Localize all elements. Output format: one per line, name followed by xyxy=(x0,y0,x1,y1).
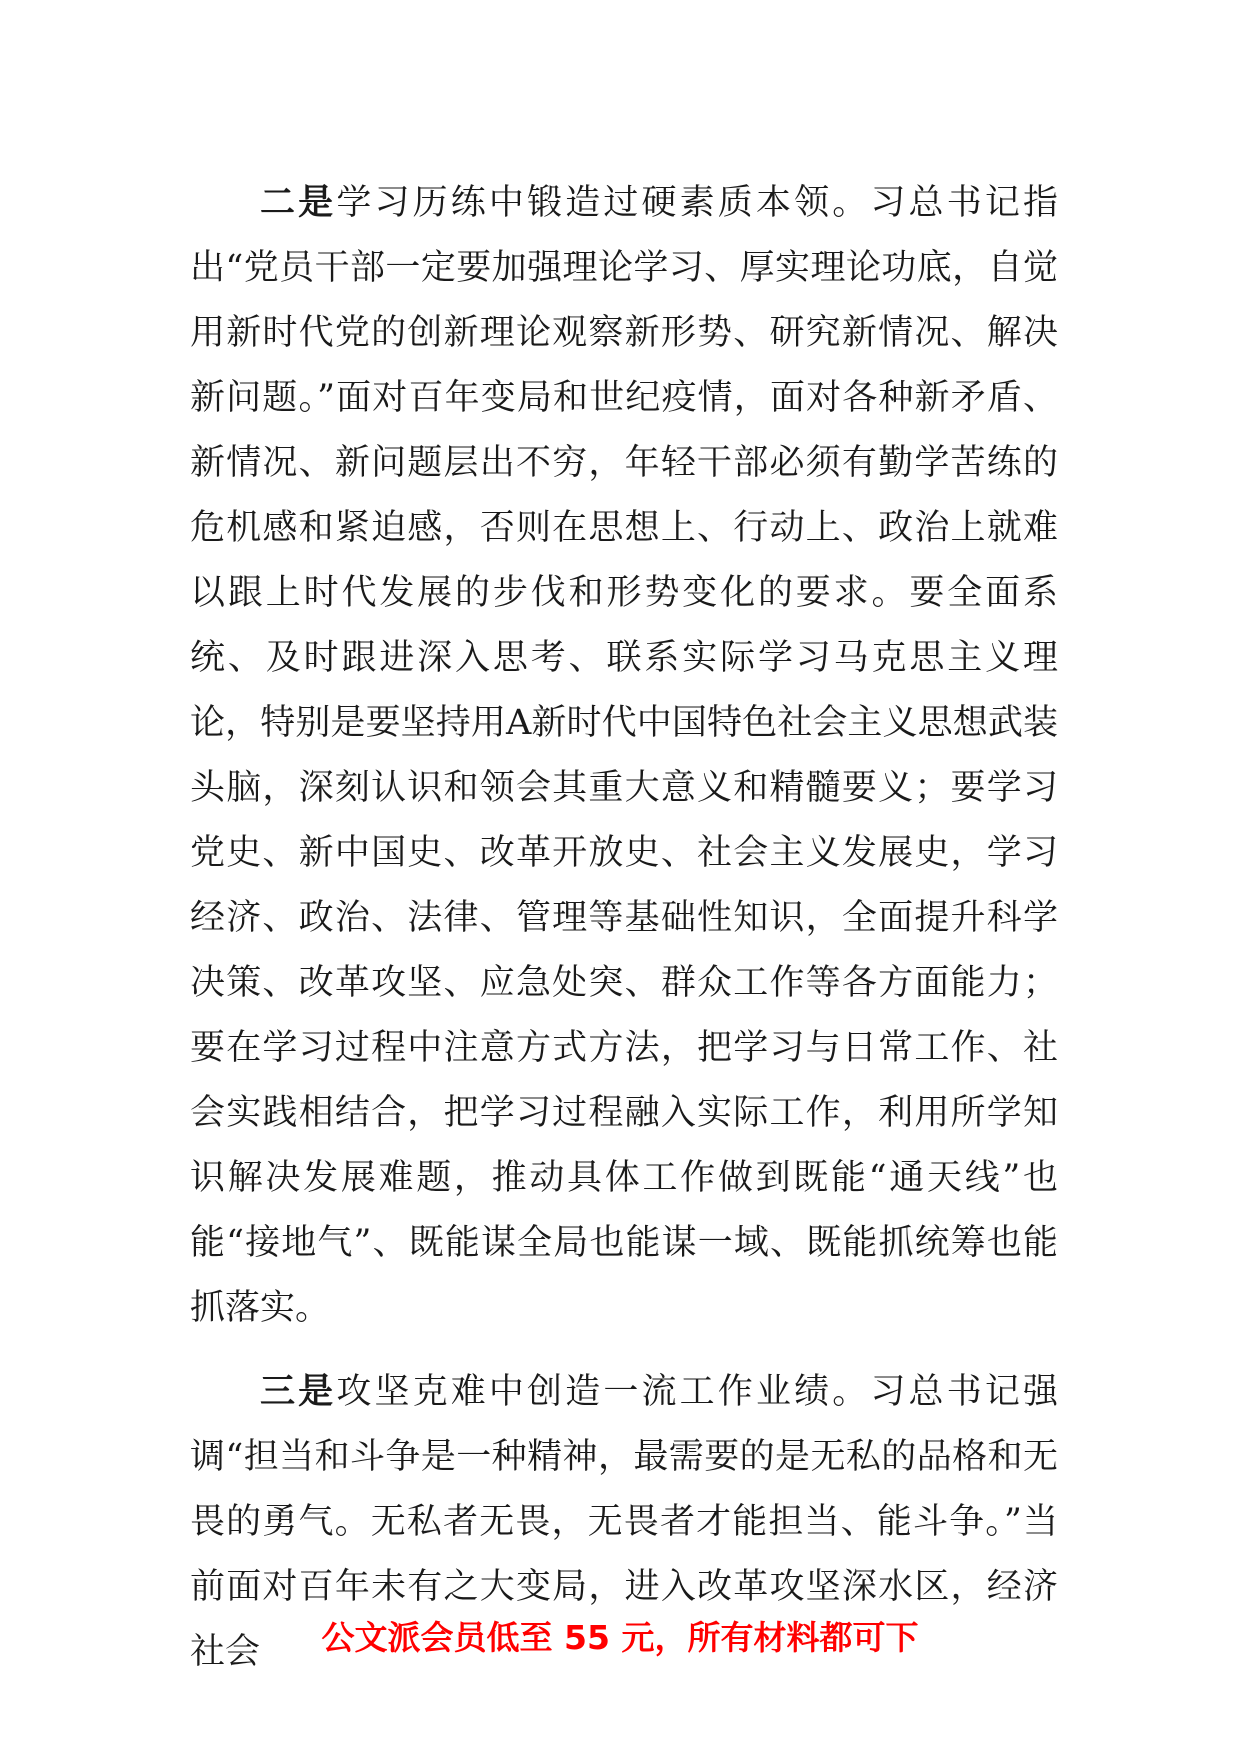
paragraph-text: 攻坚克难中创造一流工作业绩。习总书记强调“担当和斗争是一种精神，最需要的是无私的品格和无畏的勇气。无私者无畏，无畏者才能担当、能斗争。”当前面对百年未有之大变局，进入改革攻坚深水区，经济社会 xyxy=(190,1372,1058,1672)
membership-ad-banner: 公文派会员低至 55 元，所有材料都可下 xyxy=(321,1618,919,1657)
paragraph-two xyxy=(190,170,1058,1341)
document-body xyxy=(190,170,1058,1685)
paragraph-lead: 三是 xyxy=(260,1371,337,1412)
paragraph-lead: 二是 xyxy=(260,182,337,223)
paragraph-text: 学习历练中锻造过硬素质本领。习总书记指出“党员干部一定要加强理论学习、厚实理论功底，自觉用新时代党的创新理论观察新形势、研究新情况、解决新问题。”面对百年变局和世纪疫情，面对各种新矛盾、新情况、新问题层出不穷，年轻干部必须有勤学苦练的危机感和紧迫感，否则在思想上、行动上、政治上就难以跟上时代发展的步伐和形势变化的要求。要全面系统、及时跟进深入思考、联系实际学习马克思主义理论，特别是要坚持用A新时代中国特色社会主义思想武装头脑，深刻认识和领会其重大意义和精髓要义；要学习党史、新中国史、改革开放史、社会主义发展史，学习经济、政治、法律、管理等基础性知识，全面提升科学决策、改革攻坚、应急处突、群众工作等各方面能力；要在学习过程中注意方式方法，把学习与日常工作、社会实践相结合，把学习过程融入实际工作，利用所学知识解决发展难题，推动具体工作做到既能“通天线”也能“接地气”、既能谋全局也能谋一域、既能抓统筹也能抓落实。 xyxy=(190,183,1058,1328)
